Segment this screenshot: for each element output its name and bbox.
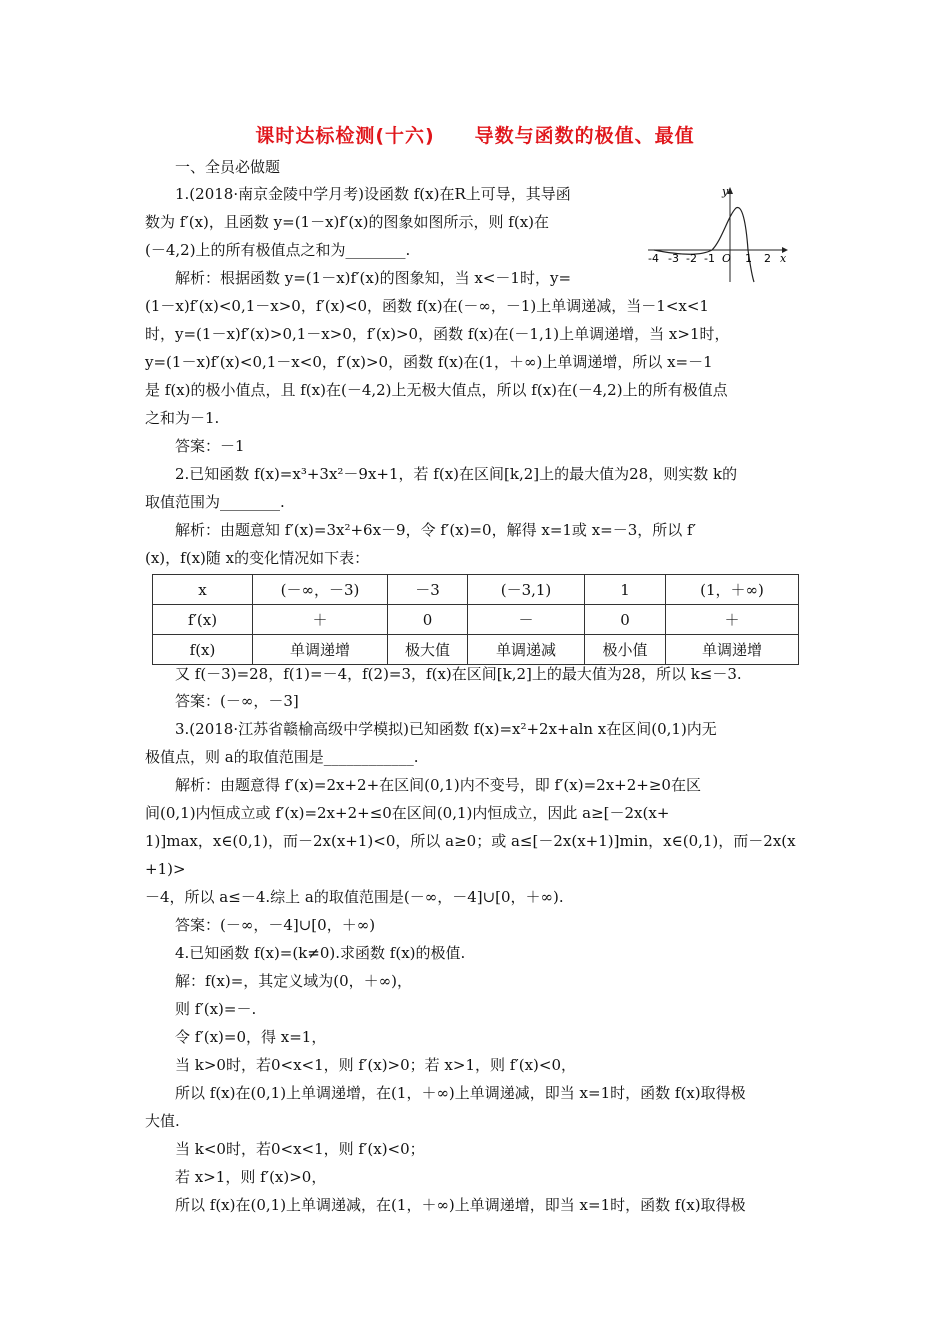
y-axis-label: y bbox=[722, 185, 729, 198]
text-line: 极值点，则 a的取值范围是____________. bbox=[145, 748, 419, 766]
text-line: 大值. bbox=[145, 1112, 180, 1130]
text-line: －4，所以 a≤－4.综上 a的取值范围是(－∞，－4]∪[0，＋∞). bbox=[145, 888, 564, 906]
text-line: 是 f(x)的极小值点，且 f(x)在(－4,2)上无极大值点，所以 f(x)在(－4,2)上的所有极值点 bbox=[145, 381, 728, 399]
table-cell: 极大值 bbox=[388, 635, 468, 665]
text-line: 当 k<0时，若0<x<1，则 f′(x)<0； bbox=[175, 1140, 425, 1158]
answer-line: 答案：－1 bbox=[175, 437, 245, 455]
variation-table bbox=[152, 574, 799, 665]
text-line: 时，y=(1－x)f′(x)>0,1－x>0，f′(x)>0，函数 f(x)在(－1,1)上单调递增，当 x>1时， bbox=[145, 325, 730, 343]
table-cell: ＋ bbox=[253, 605, 388, 635]
tick-label: -3 bbox=[668, 252, 679, 265]
tick-label: -2 bbox=[686, 252, 697, 265]
text-line: 解析：根据函数 y=(1－x)f′(x)的图象知，当 x<－1时，y= bbox=[175, 269, 572, 287]
text-line: 所以 f(x)在(0,1)上单调递减，在(1，＋∞)上单调递增，即当 x=1时，函数 f(x)取得极 bbox=[175, 1196, 746, 1214]
table-cell: 极小值 bbox=[585, 635, 666, 665]
table-row bbox=[153, 575, 799, 605]
text-line: 所以 f(x)在(0,1)上单调递增，在(1，＋∞)上单调递减，即当 x=1时，函数 f(x)取得极 bbox=[175, 1084, 746, 1102]
table-cell: － bbox=[468, 605, 585, 635]
tick-label: -1 bbox=[704, 252, 715, 265]
text-line: 之和为－1. bbox=[145, 409, 220, 427]
text-line: 1.(2018·南京金陵中学月考)设函数 f(x)在R上可导，其导函 bbox=[175, 185, 571, 203]
table-cell: ＋ bbox=[666, 605, 799, 635]
table-cell: (－∞，－3) bbox=[253, 575, 388, 605]
answer-line: 答案：(－∞，－4]∪[0，＋∞) bbox=[175, 916, 376, 934]
text-line: 解析：由题意得 f′(x)=2x+2+在区间(0,1)内不变号，即 f′(x)=2x+2+≥0在区 bbox=[175, 776, 701, 794]
table-cell: 单调递增 bbox=[666, 635, 799, 665]
text-line: 又 f(－3)=28，f(1)=－4，f(2)=3，f(x)在区间[k,2]上的最大值为28，所以 k≤－3. bbox=[175, 665, 742, 683]
section-heading: 一、全员必做题 bbox=[175, 158, 281, 176]
text-line: 则 f′(x)=－. bbox=[175, 1000, 257, 1018]
table-cell: 0 bbox=[388, 605, 468, 635]
table-row bbox=[153, 605, 799, 635]
text-line: y=(1－x)f′(x)<0,1－x<0，f′(x)>0，函数 f(x)在(1，＋∞)上单调递增，所以 x=－1 bbox=[145, 353, 713, 371]
x-axis-label: x bbox=[780, 252, 787, 265]
answer-line: 答案：(－∞，－3] bbox=[175, 692, 299, 710]
page-title: 课时达标检测(十六) 导数与函数的极值、最值 bbox=[255, 125, 695, 147]
text-line: +1)> bbox=[145, 860, 186, 878]
table-row bbox=[153, 635, 799, 665]
text-line: (－4,2)上的所有极值点之和为________. bbox=[145, 241, 411, 259]
text-line: 2.已知函数 f(x)=x³+3x²－9x+1，若 f(x)在区间[k,2]上的最大值为28，则实数 k的 bbox=[175, 465, 738, 483]
table-cell: f′(x) bbox=[153, 605, 253, 635]
text-line: (1－x)f′(x)<0,1－x>0，f′(x)<0，函数 f(x)在(－∞，－1)上单调递减，当－1<x<1 bbox=[145, 297, 709, 315]
text-line: 数为 f′(x)，且函数 y=(1－x)f′(x)的图象如图所示，则 f(x)在 bbox=[145, 213, 550, 231]
table-cell: 单调递增 bbox=[253, 635, 388, 665]
text-line: 取值范围为________. bbox=[145, 493, 285, 511]
table-cell: (1，＋∞) bbox=[666, 575, 799, 605]
text-line: 4.已知函数 f(x)=(k≠0).求函数 f(x)的极值. bbox=[175, 944, 466, 962]
text-line: 解析：由题意知 f′(x)=3x²+6x－9，令 f′(x)=0，解得 x=1或 x=－3，所以 f′ bbox=[175, 521, 696, 539]
tick-label: -4 bbox=[648, 252, 659, 265]
table-cell: －3 bbox=[388, 575, 468, 605]
text-line: 间(0,1)内恒成立或 f′(x)=2x+2+≤0在区间(0,1)内恒成立，因此 a≥[－2x(x+ bbox=[145, 804, 670, 822]
table-cell: 单调递减 bbox=[468, 635, 585, 665]
table-cell: (－3,1) bbox=[468, 575, 585, 605]
text-line: 若 x>1，则 f′(x)>0， bbox=[175, 1168, 327, 1186]
graph-curve bbox=[654, 207, 754, 282]
origin-label: O bbox=[722, 252, 732, 265]
text-line: 当 k>0时，若0<x<1，则 f′(x)>0；若 x>1，则 f′(x)<0， bbox=[175, 1056, 576, 1074]
text-line: 解：f(x)=，其定义域为(0，＋∞)， bbox=[175, 972, 413, 990]
text-line: 3.(2018·江苏省赣榆高级中学模拟)已知函数 f(x)=x²+2x+aln x在区间(0,1)内无 bbox=[175, 720, 717, 738]
function-graph bbox=[644, 182, 790, 284]
text-line: 令 f′(x)=0，得 x=1， bbox=[175, 1028, 327, 1046]
text-line: (x)，f(x)随 x的变化情况如下表： bbox=[145, 549, 370, 567]
table-cell: f(x) bbox=[153, 635, 253, 665]
text-line: 1)]max，x∈(0,1)，而－2x(x+1)<0，所以 a≥0；或 a≤[－2x(x+1)]min，x∈(0,1)，而－2x(x bbox=[145, 832, 796, 850]
tick-label: 2 bbox=[764, 252, 771, 265]
table-cell: 0 bbox=[585, 605, 666, 635]
tick-label: 1 bbox=[745, 252, 752, 265]
table-cell: 1 bbox=[585, 575, 666, 605]
table-cell: x bbox=[153, 575, 253, 605]
